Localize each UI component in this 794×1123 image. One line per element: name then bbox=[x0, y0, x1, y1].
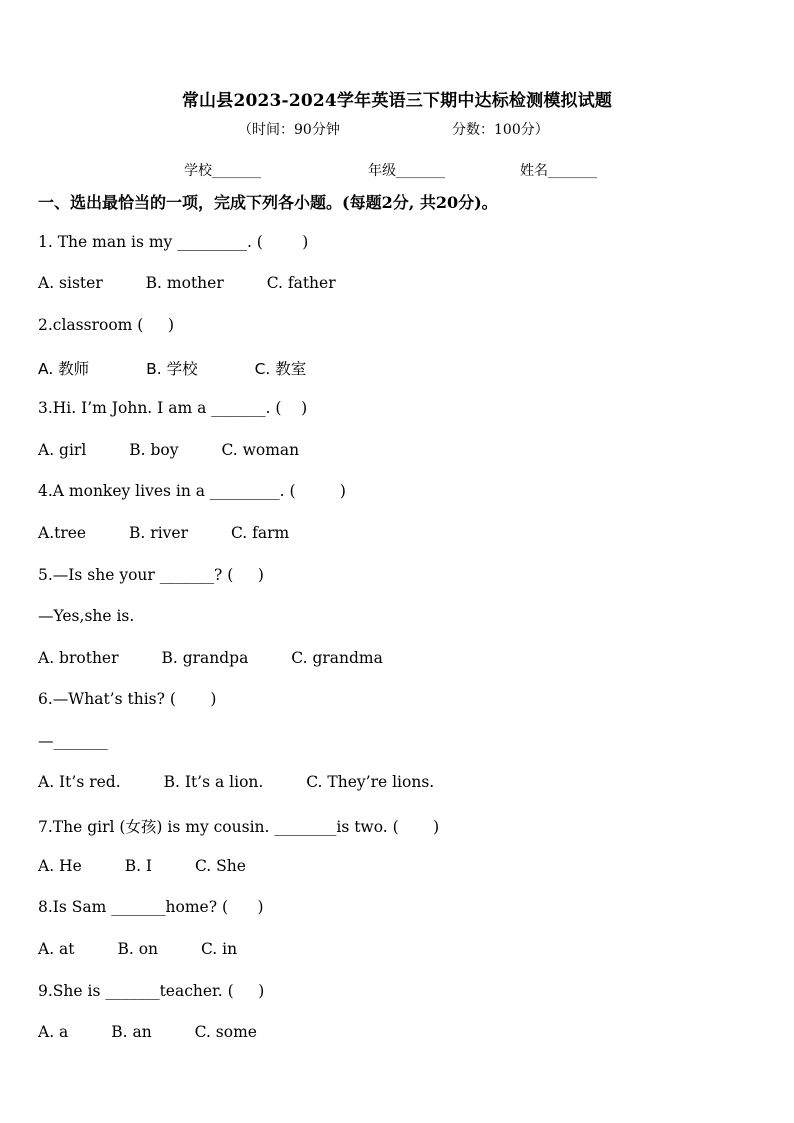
question-3-option-b: B. boy bbox=[129, 441, 179, 459]
question-1-options bbox=[38, 274, 374, 292]
exam-score: 分数：100分） bbox=[452, 122, 549, 138]
question-5-dialogue: —Yes,she is. bbox=[38, 607, 135, 625]
grade-field: 年级_______ bbox=[368, 163, 445, 179]
question-5-stem: 5.—Is she your _______? ( ) bbox=[38, 566, 264, 584]
question-1-stem: 1. The man is my _________. ( ) bbox=[38, 233, 309, 251]
question-6-option-a: A. It’s red. bbox=[38, 773, 121, 791]
question-8-option-b: B. on bbox=[117, 940, 159, 958]
question-8-stem: 8.Is Sam _______home? ( ) bbox=[38, 898, 264, 916]
question-5-option-b: B. grandpa bbox=[161, 649, 249, 667]
question-3-option-a: A. girl bbox=[38, 441, 87, 459]
question-3-options bbox=[38, 441, 337, 459]
question-2-option-b: B. 学校 bbox=[146, 360, 198, 378]
question-2-options bbox=[38, 357, 344, 379]
name-field: 姓名_______ bbox=[520, 163, 597, 179]
question-4-option-b: B. river bbox=[129, 524, 188, 542]
question-4-stem: 4.A monkey lives in a _________. ( ) bbox=[38, 482, 346, 500]
question-7-stem: 7.The girl (女孩) is my cousin. ________is two. ( ) bbox=[38, 818, 440, 836]
section-heading: 一、选出最恰当的一项，完成下列各小题。(每题2分, 共20分)。 bbox=[38, 193, 498, 212]
question-8-option-c: C. in bbox=[200, 940, 238, 958]
question-5-options bbox=[38, 649, 421, 667]
question-2-stem: 2.classroom ( ) bbox=[38, 316, 175, 334]
question-6-stem: 6.—What’s this? ( ) bbox=[38, 690, 217, 708]
question-5-option-c: C. grandma bbox=[291, 649, 383, 667]
question-9-options bbox=[38, 1023, 295, 1041]
question-8-option-a: A. at bbox=[38, 940, 75, 958]
question-9-option-a: A. a bbox=[38, 1023, 69, 1041]
question-1-option-b: B. mother bbox=[145, 274, 224, 292]
question-4-options bbox=[38, 524, 327, 542]
question-7-option-b: B. I bbox=[124, 857, 153, 875]
question-8-options bbox=[38, 940, 275, 958]
question-3-stem: 3.Hi. I’m John. I am a _______. ( ) bbox=[38, 399, 308, 417]
question-9-stem: 9.She is _______teacher. ( ) bbox=[38, 982, 265, 1000]
question-1-option-c: C. father bbox=[266, 274, 336, 292]
question-9-option-c: C. some bbox=[194, 1023, 257, 1041]
exam-time: （时间：90分钟 bbox=[238, 122, 340, 138]
question-7-option-a: A. He bbox=[38, 857, 82, 875]
question-3-option-c: C. woman bbox=[221, 441, 300, 459]
question-4-option-c: C. farm bbox=[230, 524, 290, 542]
question-2-option-c: C. 教室 bbox=[254, 360, 307, 378]
question-1-option-a: A. sister bbox=[38, 274, 103, 292]
question-6-dialogue: —_______ bbox=[38, 732, 108, 750]
question-6-options bbox=[38, 773, 472, 791]
question-9-option-b: B. an bbox=[111, 1023, 152, 1041]
question-7-options bbox=[38, 857, 284, 875]
school-field: 学校_______ bbox=[184, 163, 261, 179]
question-7-option-c: C. She bbox=[195, 857, 246, 875]
question-6-option-b: B. It’s a lion. bbox=[163, 773, 264, 791]
question-6-option-c: C. They’re lions. bbox=[306, 773, 435, 791]
question-5-option-a: A. brother bbox=[38, 649, 119, 667]
question-2-option-a: A. 教师 bbox=[38, 360, 90, 378]
exam-title: 常山县2023-2024学年英语三下期中达标检测模拟试题 bbox=[181, 91, 613, 111]
question-4-option-a: A.tree bbox=[38, 524, 87, 542]
